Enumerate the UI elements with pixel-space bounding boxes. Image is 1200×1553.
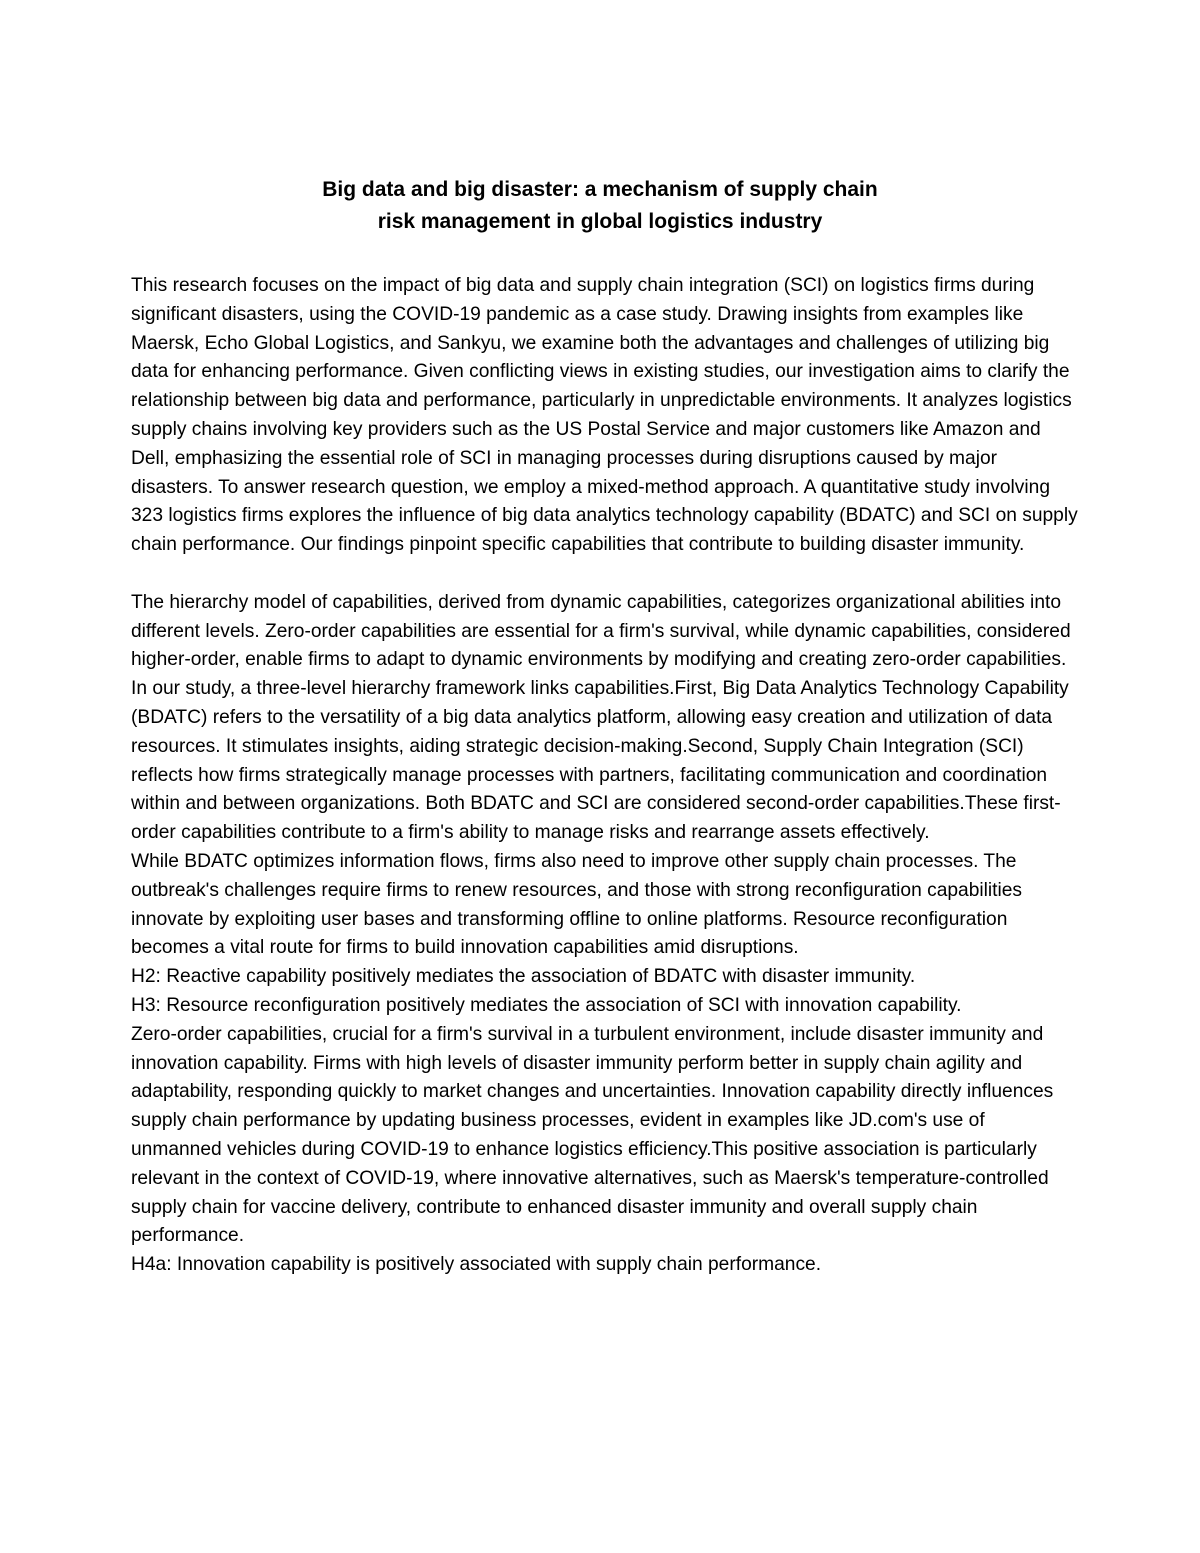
document-body	[131, 272, 1079, 1280]
hypothesis-h4a: H4a: Innovation capability is positively associated with supply chain performance.	[131, 1254, 822, 1276]
hypothesis-h3: H3: Resource reconfiguration positively mediates the association of SCI with innovation capability.	[131, 994, 962, 1016]
title-line-2: risk management in global logistics industry	[377, 210, 823, 233]
paragraph-hierarchy-model: The hierarchy model of capabilities, derived from dynamic capabilities, categorizes organizational abilities into different levels. Zero-order capabilities are essential for a firm's survival, while dynamic capabilities, considered higher-order, enable firms to adapt to dynamic environments by modifying and creating zero-order capabilities. In our study, a three-level hierarchy framework links capabilities.First, Big Data Analytics Technology Capability (BDATC) refers to the versatility of a big data analytics platform, allowing easy creation and utilization of data resources. It stimulates insights, aiding strategic decision-making.Second, Supply Chain Integration (SCI) reflects how firms strategically manage processes with partners, facilitating communication and coordination within and between organizations. Both BDATC and SCI are considered second-order capabilities.These first-order capabilities contribute to a firm's ability to manage risks and rearrange assets effectively.	[131, 591, 1071, 844]
hypothesis-h2: H2: Reactive capability positively mediates the association of BDATC with disaster immunity.	[131, 966, 916, 988]
paragraph-abstract: This research focuses on the impact of big data and supply chain integration (SCI) on logistics firms during significant disasters, using the COVID-19 pandemic as a case study. Drawing insights from examples like Maersk, Echo Global Logistics, and Sankyu, we examine both the advantages and challenges of utilizing big data for enhancing performance. Given conflicting views in existing studies, our investigation aims to clarify the relationship between big data and performance, particularly in unpredictable environments. It analyzes logistics supply chains involving key providers such as the US Postal Service and major customers like Amazon and Dell, emphasizing the essential role of SCI in managing processes during disruptions caused by major disasters. To answer research question, we employ a mixed-method approach. A quantitative study involving 323 logistics firms explores the influence of big data analytics technology capability (BDATC) and SCI on supply chain performance. Our findings pinpoint specific capabilities that contribute to building disaster immunity.	[131, 275, 1078, 556]
paragraph-zero-order-capabilities: Zero-order capabilities, crucial for a firm's survival in a turbulent environment, include disaster immunity and innovation capability. Firms with high levels of disaster immunity perform better in supply chain agility and adaptability, responding quickly to market changes and uncertainties. Innovation capability directly influences supply chain performance by updating business processes, evident in examples like JD.com's use of unmanned vehicles during COVID-19 to enhance logistics efficiency.This positive association is particularly relevant in the context of COVID-19, where innovative alternatives, such as Maersk's temperature-controlled supply chain for vaccine delivery, contribute to enhanced disaster immunity and overall supply chain performance.	[131, 1023, 1054, 1247]
document-title	[0, 174, 1200, 238]
paragraph-bdatc-reconfiguration: While BDATC optimizes information flows, firms also need to improve other supply chain processes. The outbreak's challenges require firms to renew resources, and those with strong reconfiguration capabilities innovate by exploiting user bases and transforming offline to online platforms. Resource reconfiguration becomes a vital route for firms to build innovation capabilities amid disruptions.	[131, 850, 1023, 959]
title-line-1: Big data and big disaster: a mechanism of supply chain	[322, 178, 878, 201]
